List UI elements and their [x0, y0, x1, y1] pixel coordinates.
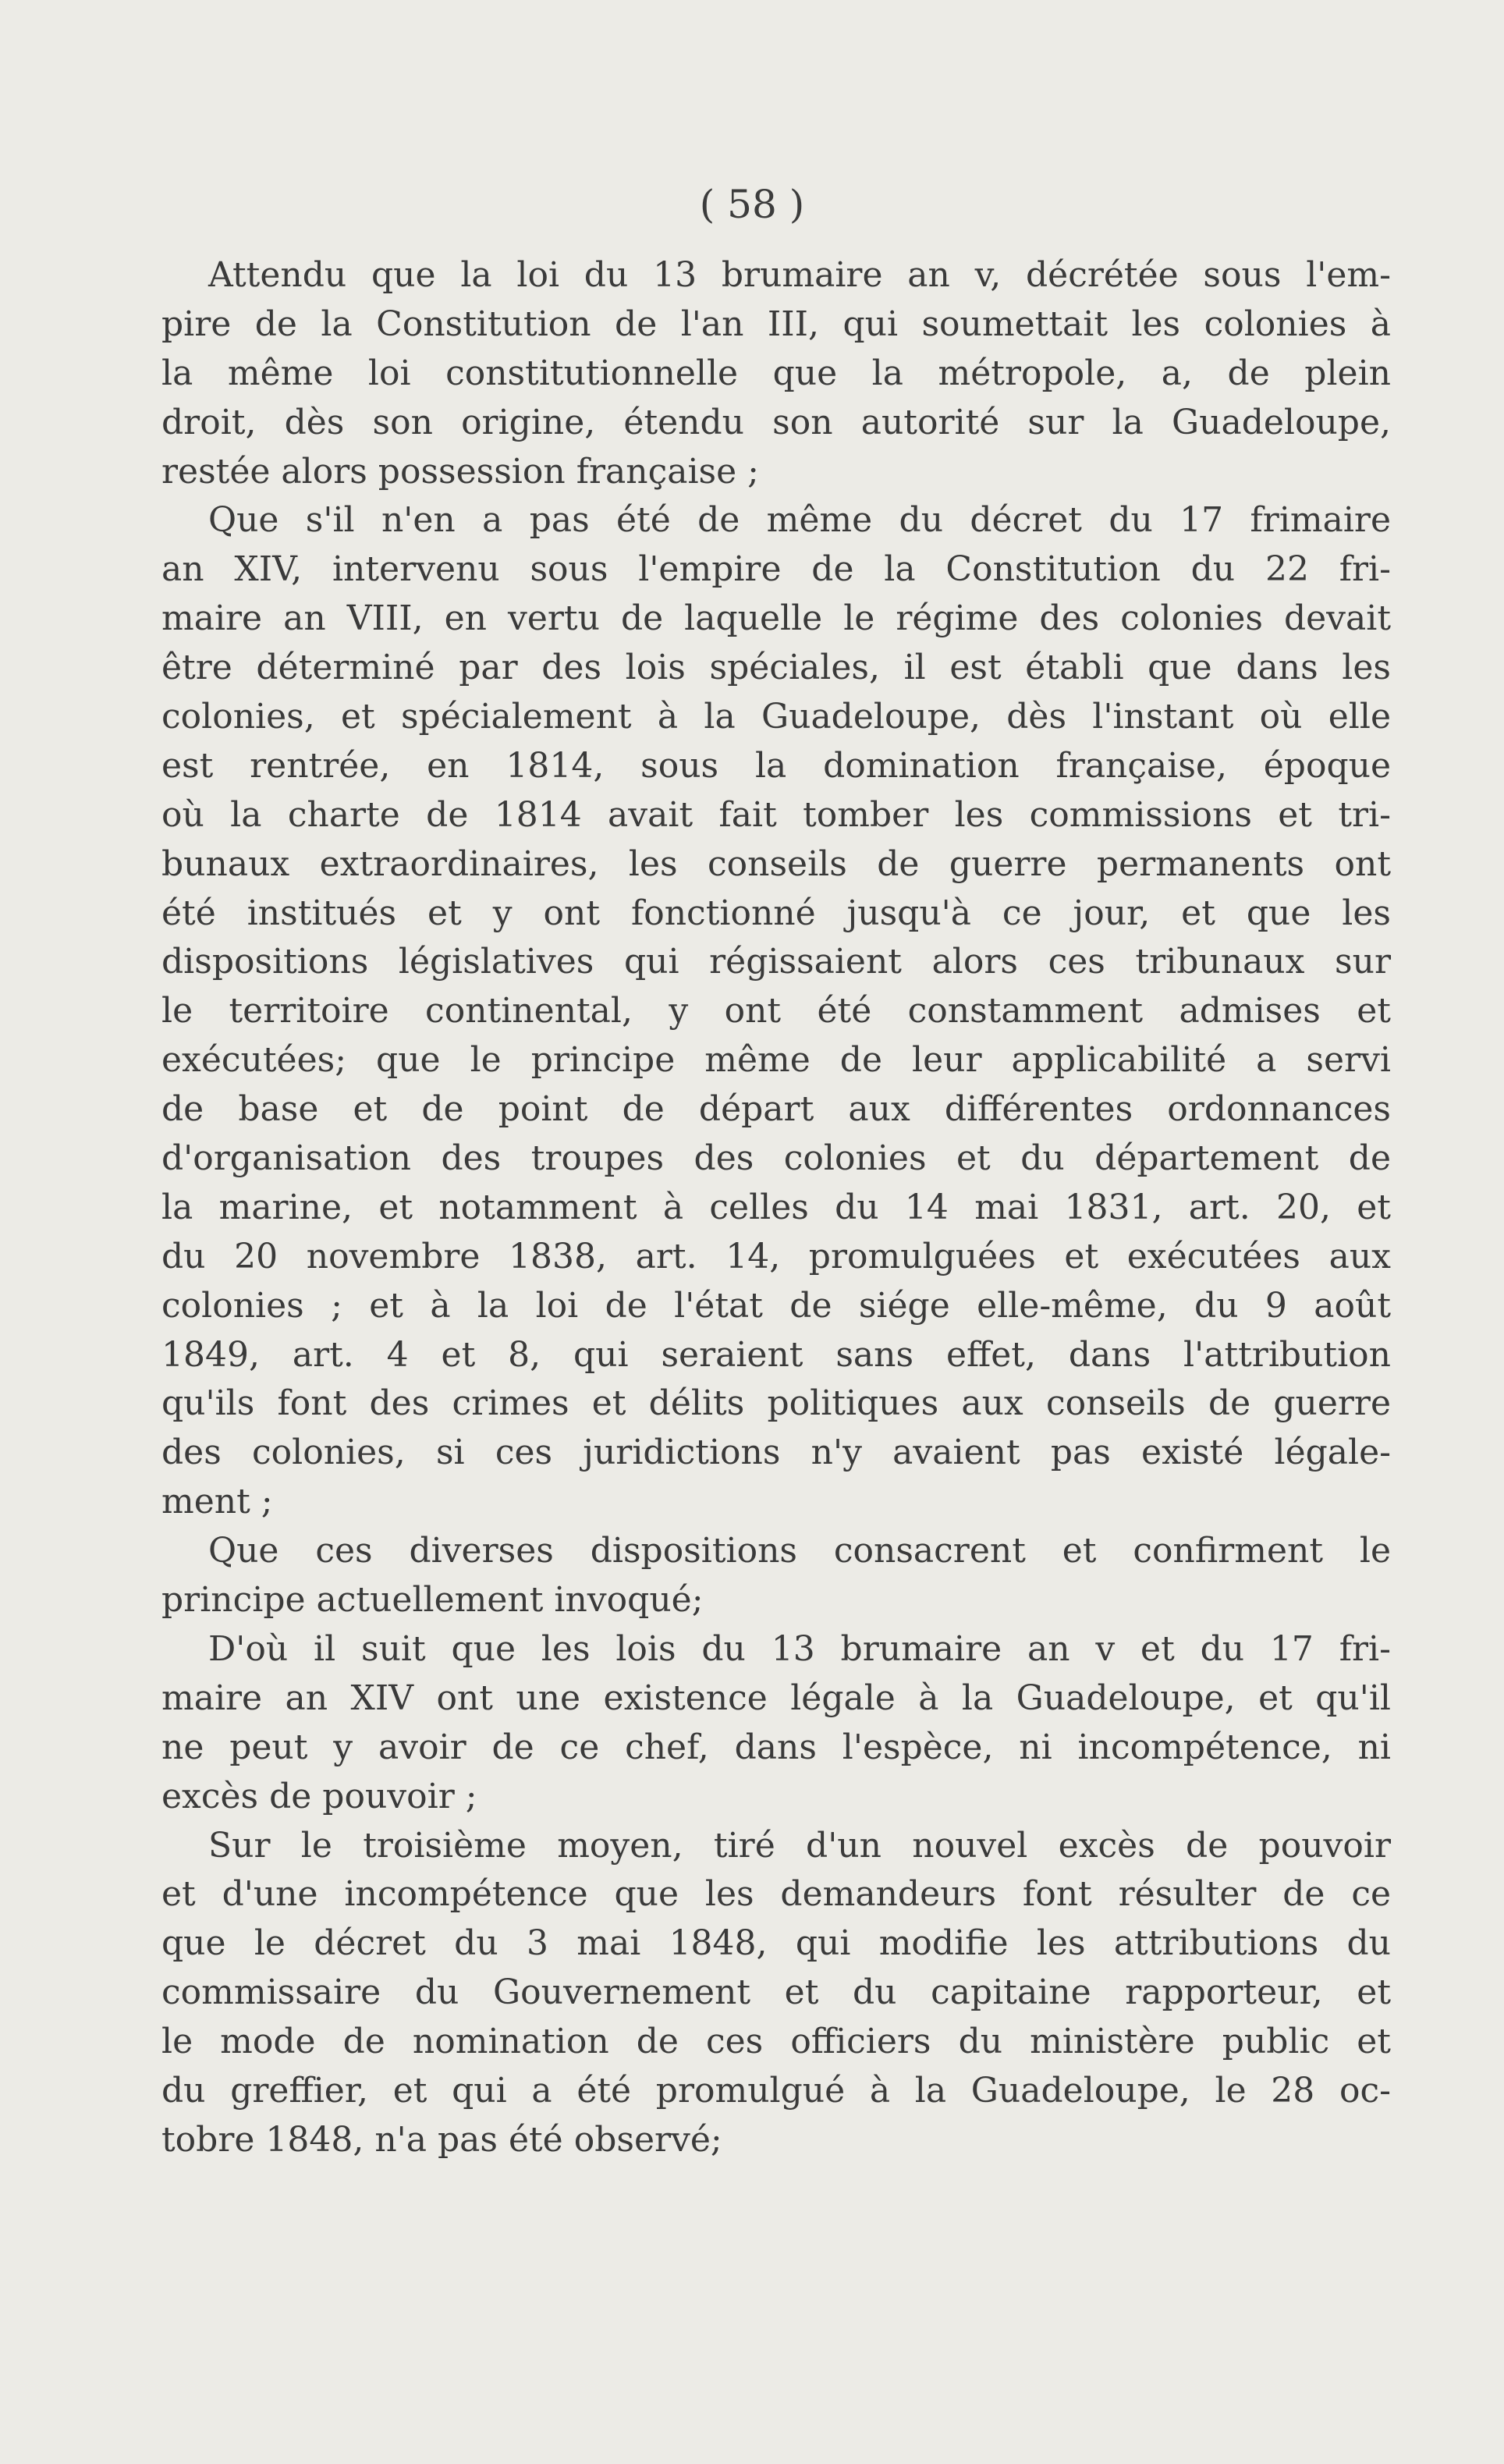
text-line: pire de la Constitution de l'an III, qui soumettait les colonies à — [161, 304, 1391, 344]
text-line: où la charte de 1814 avait fait tomber les commissions et tri- — [161, 794, 1391, 835]
text-line: principe actuellement invoqué; — [161, 1580, 704, 1621]
text-line: des colonies, si ces juridictions n'y avaient pas existé légale- — [161, 1433, 1391, 1473]
text-line: Attendu que la loi du 13 brumaire an v, décrétée sous l'em- — [208, 255, 1391, 295]
text-line: de base et de point de départ aux différentes ordonnances — [161, 1089, 1391, 1130]
text-line: est rentrée, en 1814, sous la domination française, époque — [161, 745, 1391, 786]
text-line: Que s'il n'en a pas été de même du décret du 17 frimaire — [208, 500, 1391, 541]
text-line: d'organisation des troupes des colonies et du département de — [161, 1138, 1391, 1179]
text-line: colonies, et spécialement à la Guadeloupe, dès l'instant où elle — [161, 697, 1391, 737]
text-line: été institués et y ont fonctionné jusqu'à ce jour, et que les — [161, 893, 1391, 933]
text-line: du 20 novembre 1838, art. 14, promulguées et exécutées aux — [161, 1236, 1391, 1276]
text-line: la marine, et notamment à celles du 14 mai 1831, art. 20, et — [161, 1187, 1391, 1227]
text-line: an XIV, intervenu sous l'empire de la Constitution du 22 fri- — [161, 549, 1391, 590]
text-line: 1849, art. 4 et 8, qui seraient sans effet, dans l'attribution — [161, 1334, 1391, 1375]
text-line: maire an XIV ont une existence légale à la Guadeloupe, et qu'il — [161, 1678, 1391, 1718]
body-text — [161, 251, 1391, 2165]
text-line: excès de pouvoir ; — [161, 1776, 477, 1816]
text-line: commissaire du Gouvernement et du capitaine rapporteur, et — [161, 1972, 1391, 2013]
text-line: ment ; — [161, 1482, 273, 1522]
text-line: restée alors possession française ; — [161, 451, 759, 492]
text-line: tobre 1848, n'a pas été observé; — [161, 2119, 722, 2160]
text-line: la même loi constitutionnelle que la métropole, a, de plein — [161, 353, 1391, 393]
text-line: Que ces diverses dispositions consacrent et confirment le — [208, 1531, 1391, 1571]
text-line: et d'une incompétence que les demandeurs font résulter de ce — [161, 1874, 1391, 1915]
text-line: droit, dès son origine, étendu son autorité sur la Guadeloupe, — [161, 402, 1391, 442]
text-line: colonies ; et à la loi de l'état de siége elle-même, du 9 août — [161, 1285, 1391, 1326]
page-number: ( 58 ) — [699, 182, 805, 227]
text-line: être déterminé par des lois spéciales, il est établi que dans les — [161, 648, 1391, 688]
text-line: qu'ils font des crimes et délits politiques aux conseils de guerre — [161, 1383, 1391, 1424]
text-line: le mode de nomination de ces officiers du ministère public et — [161, 2022, 1391, 2062]
text-line: D'où il suit que les lois du 13 brumaire an v et du 17 fri- — [208, 1628, 1391, 1669]
text-line: du greffier, et qui a été promulgué à la Guadeloupe, le 28 oc- — [161, 2070, 1391, 2111]
text-line: Sur le troisième moyen, tiré d'un nouvel excès de pouvoir — [208, 1825, 1391, 1866]
text-line: que le décret du 3 mai 1848, qui modifie les attributions du — [161, 1923, 1391, 1964]
text-line: maire an VIII, en vertu de laquelle le régime des colonies devait — [161, 598, 1391, 639]
text-line: dispositions législatives qui régissaient alors ces tribunaux sur — [161, 942, 1391, 982]
text-line: bunaux extraordinaires, les conseils de guerre permanents ont — [161, 843, 1391, 884]
text-line: le territoire continental, y ont été constamment admises et — [161, 991, 1391, 1031]
text-line: exécutées; que le principe même de leur applicabilité a servi — [161, 1040, 1391, 1081]
text-line: ne peut y avoir de ce chef, dans l'espèce, ni incompétence, ni — [161, 1727, 1391, 1767]
